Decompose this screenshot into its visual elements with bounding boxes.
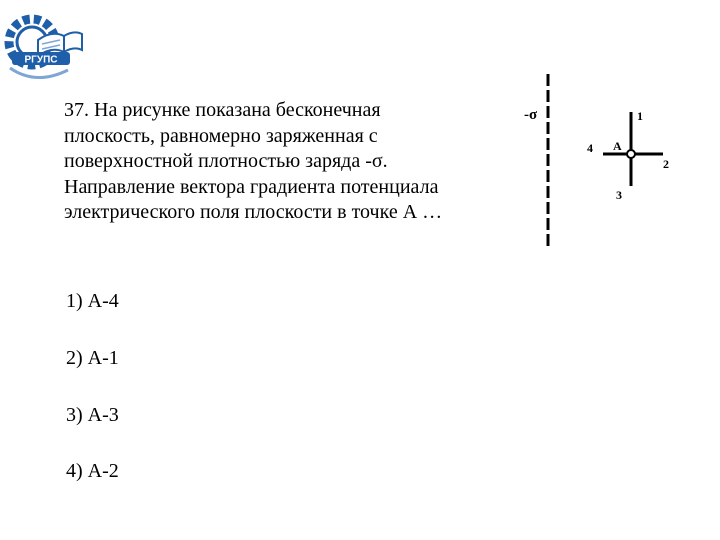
question-line: поверхностной плотностью заряда -σ. xyxy=(64,150,388,172)
answer-option-4[interactable]: 4) А-2 xyxy=(66,460,119,482)
university-logo xyxy=(2,2,84,88)
answer-option-3[interactable]: 3) А-3 xyxy=(66,404,119,426)
direction-label-1: 1 xyxy=(637,109,643,123)
plane-charge-label: -σ xyxy=(524,107,538,123)
direction-label-3: 3 xyxy=(616,188,622,202)
question-line: электрического поля плоскости в точке А … xyxy=(64,201,443,223)
question-text xyxy=(64,98,534,226)
direction-label-4: 4 xyxy=(587,141,593,155)
point-a-label: А xyxy=(613,139,622,153)
answer-option-2[interactable]: 2) А-1 xyxy=(66,347,119,369)
plane-diagram xyxy=(515,70,675,250)
direction-label-2: 2 xyxy=(663,157,669,171)
logo-text: РГУПС xyxy=(24,54,58,66)
answer-option-1[interactable]: 1) А-4 xyxy=(66,290,119,312)
question-line: Направление вектора градиента потенциала xyxy=(64,175,439,198)
point-a-marker xyxy=(627,150,635,158)
question-line: плоскость, равномерно заряженная с xyxy=(64,124,378,147)
question-line: 37. На рисунке показана бесконечная xyxy=(64,99,381,121)
